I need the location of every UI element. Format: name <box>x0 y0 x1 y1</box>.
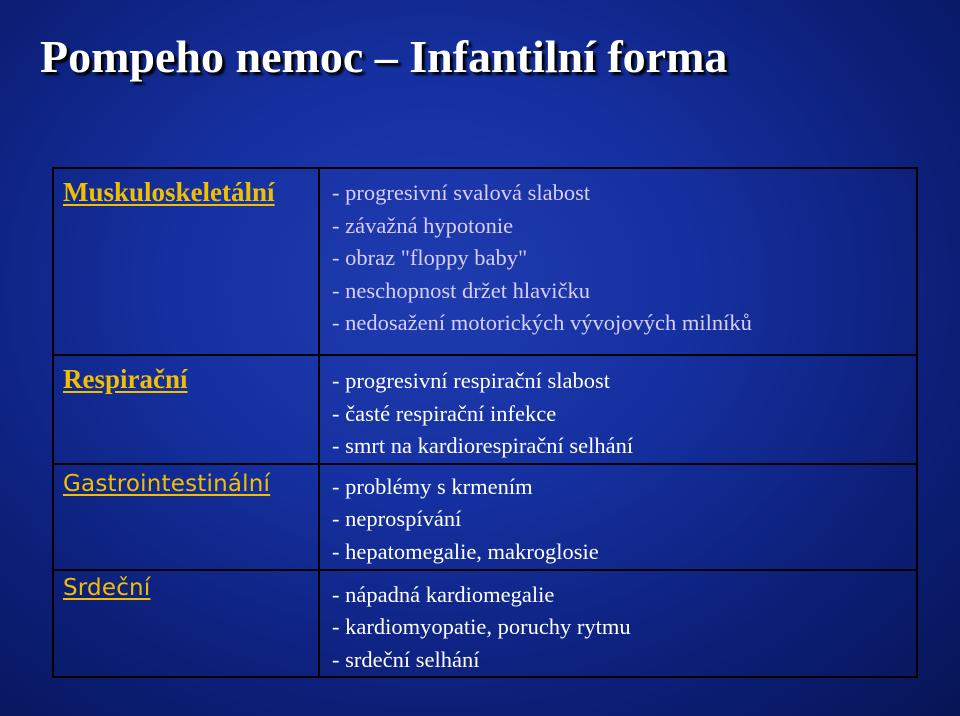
symptom-item: - obraz "floppy baby" <box>332 245 528 270</box>
symptom-list <box>332 579 910 677</box>
category-gastrointestinal: Gastrointestinální <box>63 470 271 497</box>
category-cardiac: Srdeční <box>63 574 151 601</box>
symptom-cell <box>319 355 917 464</box>
table-row-gastrointestinal <box>53 464 917 570</box>
symptom-cell <box>319 168 917 355</box>
symptom-item: - kardiomyopatie, poruchy rytmu <box>332 614 631 639</box>
symptom-item: - problémy s krmením <box>332 473 533 499</box>
symptom-list <box>332 365 910 463</box>
slide-title: Pompeho nemoc – Infantilní forma <box>40 31 728 82</box>
symptom-item: - závažná hypotonie <box>332 212 514 238</box>
category-cell <box>53 168 319 355</box>
symptom-item: - progresivní respirační slabost <box>332 368 611 393</box>
symptom-list <box>332 177 910 340</box>
symptom-cell <box>319 464 917 570</box>
symptom-list <box>332 471 910 569</box>
category-cell <box>53 355 319 464</box>
table-row-respiratory <box>53 355 917 464</box>
category-cell <box>53 464 319 570</box>
symptom-item: - hepatomegalie, makroglosie <box>332 538 599 564</box>
symptom-item: - smrt na kardiorespirační selhání <box>332 433 634 458</box>
symptom-item: - neschopnost držet hlavičku <box>332 277 591 303</box>
category-musculoskeletal: Muskuloskeletální <box>63 177 275 207</box>
symptom-item: - nápadná kardiomegalie <box>332 581 555 607</box>
symptoms-table <box>52 167 918 678</box>
symptom-cell <box>319 570 917 678</box>
symptom-item: - srdeční selhání <box>332 646 480 672</box>
symptom-item: - nedosažení motorických vývojových milníků <box>332 310 752 335</box>
symptom-item: - progresivní svalová slabost <box>332 180 591 205</box>
symptom-item: - neprospívání <box>332 506 462 531</box>
category-respiratory: Respirační <box>63 364 188 394</box>
category-cell <box>53 570 319 678</box>
table-row-musculoskeletal <box>53 168 917 355</box>
symptom-item: - časté respirační infekce <box>332 400 557 426</box>
table-row-cardiac <box>53 570 917 678</box>
